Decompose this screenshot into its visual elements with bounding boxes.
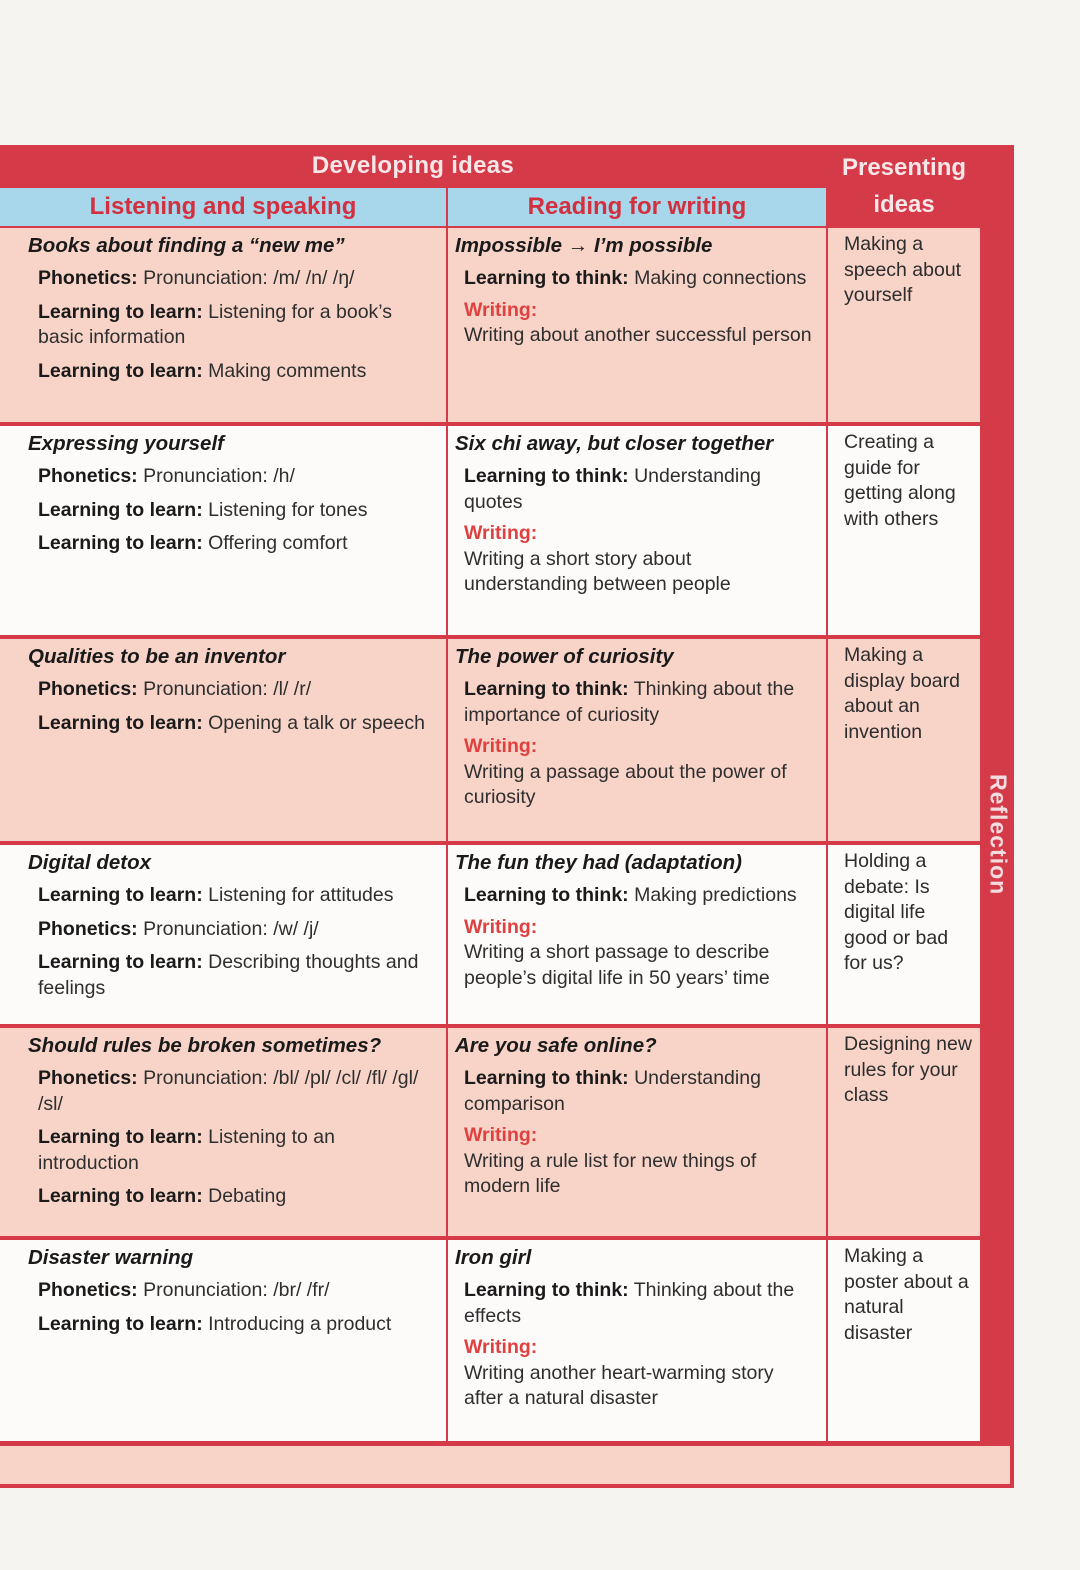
writing-label: Writing: (464, 1124, 538, 1146)
skill-text: Pronunciation: /l/ /r/ (143, 678, 312, 700)
reading-writing-header: Reading for writing (448, 188, 826, 226)
skill-item (38, 1184, 434, 1210)
think-label: Learning to think: (464, 267, 629, 289)
skill-label: Learning to learn: (38, 1126, 203, 1148)
skill-label: Learning to learn: (38, 359, 203, 382)
think-item (464, 1066, 818, 1117)
reading-cell (448, 845, 826, 1024)
skill-text: Pronunciation: /m/ /n/ /ŋ/ (143, 267, 355, 289)
skill-item (38, 359, 434, 385)
presenting-cell: Designing new rules for your class (828, 1028, 980, 1236)
think-text: Making predictions (634, 884, 797, 906)
skill-item (38, 883, 434, 909)
think-text: Thinking about the importance of curiosity (464, 678, 795, 726)
reading-cell (448, 426, 826, 635)
lesson-title: Expressing yourself (28, 432, 224, 455)
skill-label: Phonetics: (38, 465, 138, 487)
listening-cell (0, 639, 446, 841)
writing-text: Writing about another successful person (464, 324, 812, 346)
skill-item (38, 1066, 434, 1117)
writing-text: Writing a passage about the power of curiosity (464, 760, 787, 808)
skill-text: Listening for attitudes (208, 884, 394, 906)
presenting-ideas-header: Presenting ideas (841, 154, 967, 218)
writing-label: Writing: (464, 735, 538, 757)
think-text: Understanding quotes (464, 465, 761, 513)
table-row (0, 845, 980, 1024)
listening-speaking-header: Listening and speaking (0, 188, 446, 226)
skill-label: Learning to learn: (38, 1312, 203, 1335)
skill-text: Listening to an introduction (38, 1126, 335, 1174)
skill-item (38, 917, 434, 943)
skill-label: Learning to learn: (38, 951, 203, 973)
reading-cell (448, 1028, 826, 1236)
skill-label: Phonetics: (38, 1279, 138, 1301)
presenting-cell: Creating a guide for getting along with others (828, 426, 980, 635)
skill-item (38, 677, 434, 703)
skill-label: Learning to learn: (38, 711, 203, 734)
writing-label: Writing: (464, 298, 538, 321)
skill-item (38, 711, 434, 737)
listening-cell (0, 228, 446, 422)
reflection-side-label: Reflection (985, 774, 1012, 896)
table-row (0, 1028, 980, 1236)
presenting-cell: Holding a debate: Is digital life good or bad for us? (828, 845, 980, 1024)
think-label: Learning to think: (464, 1279, 629, 1301)
skill-text: Offering comfort (208, 532, 348, 554)
listening-cell (0, 1240, 446, 1441)
skill-text: Describing thoughts and feelings (38, 951, 419, 999)
skill-label: Learning to learn: (38, 300, 203, 323)
skill-text: Pronunciation: /br/ /fr/ (143, 1279, 330, 1301)
skill-label: Phonetics: (38, 678, 138, 700)
think-item (464, 464, 818, 515)
reading-title: The fun they had (adaptation) (455, 851, 742, 874)
skill-item (38, 1125, 434, 1176)
writing-text: Writing a rule list for new things of modern life (464, 1149, 757, 1197)
think-item (464, 677, 818, 728)
writing-label: Writing: (464, 1336, 538, 1358)
bottom-band (0, 1446, 1010, 1484)
reading-title: Are you safe online? (455, 1034, 657, 1057)
skill-text: Pronunciation: /h/ (143, 465, 295, 487)
skill-text: Listening for tones (208, 498, 368, 521)
presenting-cell: Making a display board about an invention (828, 639, 980, 841)
lesson-title: Digital detox (28, 851, 152, 874)
skill-text: Pronunciation: /w/ /j/ (143, 917, 319, 940)
lesson-title: Disaster warning (28, 1246, 194, 1269)
table-row (0, 228, 980, 422)
reading-title: Six chi away, but closer together (455, 432, 774, 455)
skill-label: Learning to learn: (38, 532, 203, 554)
think-text: Thinking about the effects (464, 1279, 795, 1327)
skill-label: Learning to learn: (38, 498, 203, 521)
skill-item (38, 950, 434, 1001)
skill-text: Opening a talk or speech (208, 711, 425, 734)
skill-item (38, 1278, 434, 1304)
writing-text: Writing a short passage to describe people’s digital life in 50 years’ time (464, 941, 770, 989)
skill-text: Pronunciation: /bl/ /pl/ /cl/ /fl/ /gl/ /sl/ (38, 1067, 419, 1115)
table-row (0, 426, 980, 635)
think-item (464, 883, 818, 909)
skill-item (38, 498, 434, 524)
skill-text: Listening for a book’s basic information (38, 300, 393, 348)
lesson-title: Books about finding a “new me” (28, 234, 345, 257)
skill-label: Phonetics: (38, 917, 138, 940)
reading-title: Impossible → I’m possible (455, 234, 713, 257)
skill-label: Learning to learn: (38, 884, 203, 906)
reading-cell (448, 1240, 826, 1441)
think-label: Learning to think: (464, 678, 629, 700)
skill-item (38, 300, 434, 351)
listening-cell (0, 426, 446, 635)
reading-cell (448, 639, 826, 841)
table-row (0, 1240, 980, 1441)
think-text: Making connections (634, 267, 807, 289)
think-item (464, 1278, 818, 1329)
skill-label: Phonetics: (38, 1067, 138, 1089)
listening-cell (0, 1028, 446, 1236)
skill-text: Introducing a product (208, 1312, 392, 1335)
think-label: Learning to think: (464, 884, 629, 906)
writing-text: Writing a short story about understanding between people (464, 547, 731, 595)
table-row (0, 639, 980, 841)
skill-item (38, 266, 434, 292)
lesson-title: Qualities to be an inventor (28, 645, 286, 668)
skill-item (38, 464, 434, 490)
think-item (464, 266, 818, 292)
reading-cell (448, 228, 826, 422)
writing-label: Writing: (464, 522, 538, 544)
writing-text: Writing another heart-warming story after a natural disaster (464, 1361, 774, 1409)
presenting-cell: Making a poster about a natural disaster (828, 1240, 980, 1441)
skill-text: Making comments (208, 359, 367, 382)
reading-title: The power of curiosity (455, 645, 674, 668)
skill-label: Phonetics: (38, 267, 138, 289)
think-text: Understanding comparison (464, 1067, 761, 1115)
writing-label: Writing: (464, 915, 538, 938)
think-label: Learning to think: (464, 465, 629, 487)
developing-ideas-header: Developing ideas (311, 151, 515, 179)
reading-title: Iron girl (455, 1246, 532, 1269)
skill-item (38, 531, 434, 557)
lesson-title: Should rules be broken sometimes? (28, 1034, 382, 1057)
think-label: Learning to think: (464, 1067, 629, 1089)
presenting-cell: Making a speech about yourself (828, 228, 980, 422)
skill-label: Learning to learn: (38, 1185, 203, 1207)
skill-item (38, 1312, 434, 1338)
skill-text: Debating (208, 1185, 287, 1207)
listening-cell (0, 845, 446, 1024)
